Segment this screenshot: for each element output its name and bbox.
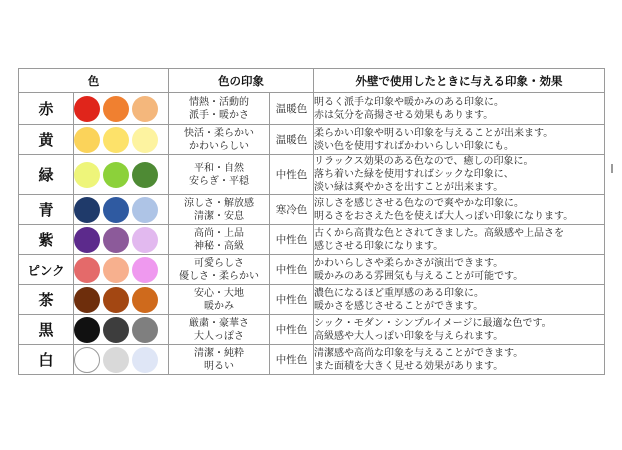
color-swatch bbox=[103, 347, 129, 373]
color-swatch bbox=[132, 317, 158, 343]
color-name: 青 bbox=[19, 195, 74, 225]
color-swatch bbox=[132, 197, 158, 223]
table-row bbox=[19, 345, 605, 375]
impression-cell bbox=[169, 155, 270, 195]
effect-line: 淡い色を使用すればかわいらしい印象にも。 bbox=[314, 140, 514, 152]
impression-line: 清潔・純粋 bbox=[194, 347, 244, 359]
effect-cell bbox=[314, 155, 605, 195]
table-row bbox=[19, 125, 605, 155]
effect-line: 暖かみのある雰囲気も与えることが可能です。 bbox=[314, 270, 524, 282]
effect-cell bbox=[314, 225, 605, 255]
swatch-group bbox=[74, 255, 169, 285]
header-color: 色 bbox=[19, 69, 169, 93]
color-swatch bbox=[74, 317, 100, 343]
color-swatch bbox=[74, 257, 100, 283]
color-swatch bbox=[74, 127, 100, 153]
swatch-group bbox=[74, 225, 169, 255]
color-name: 赤 bbox=[19, 93, 74, 125]
table-row bbox=[19, 285, 605, 315]
tone-cell: 中性色 bbox=[270, 225, 314, 255]
color-name: 白 bbox=[19, 345, 74, 375]
effect-line: 淡い緑は爽やかさを出すことが出来ます。 bbox=[314, 182, 504, 193]
color-swatch bbox=[103, 317, 129, 343]
color-name: ピンク bbox=[19, 255, 74, 285]
color-swatch bbox=[74, 287, 100, 313]
color-name: 緑 bbox=[19, 155, 74, 195]
effect-cell bbox=[314, 195, 605, 225]
color-swatch bbox=[103, 257, 129, 283]
impression-cell bbox=[169, 315, 270, 345]
impression-line: 涼しさ・解放感 bbox=[184, 197, 254, 209]
color-swatch bbox=[132, 347, 158, 373]
impression-cell bbox=[169, 125, 270, 155]
table-row bbox=[19, 93, 605, 125]
impression-line: 快活・柔らかい bbox=[184, 127, 254, 139]
effect-cell bbox=[314, 285, 605, 315]
effect-line: 明るさをおさえた色を使えば大人っぽい印象になります。 bbox=[314, 210, 574, 222]
impression-cell bbox=[169, 93, 270, 125]
swatch-group bbox=[74, 155, 169, 195]
color-swatch bbox=[103, 127, 129, 153]
impression-line: 派手・暖かさ bbox=[189, 109, 249, 121]
swatch-group bbox=[74, 285, 169, 315]
color-name: 黒 bbox=[19, 315, 74, 345]
table-row bbox=[19, 315, 605, 345]
color-swatch bbox=[132, 162, 158, 188]
color-swatch bbox=[132, 257, 158, 283]
swatch-group bbox=[74, 315, 169, 345]
swatch-group bbox=[74, 195, 169, 225]
impression-cell bbox=[169, 345, 270, 375]
impression-line: 安心・大地 bbox=[194, 287, 244, 299]
effect-cell bbox=[314, 125, 605, 155]
impression-line: 可愛らしさ bbox=[194, 257, 244, 269]
swatch-group bbox=[74, 93, 169, 125]
color-name: 紫 bbox=[19, 225, 74, 255]
impression-line: 神秘・高級 bbox=[194, 240, 244, 252]
impression-cell bbox=[169, 285, 270, 315]
effect-line: 明るく派手な印象や暖かみのある印象に。 bbox=[314, 96, 504, 108]
color-swatch bbox=[103, 96, 129, 122]
color-swatch bbox=[74, 197, 100, 223]
effect-line: かわいらしさや柔らかさが演出できます。 bbox=[314, 257, 504, 269]
impression-cell bbox=[169, 225, 270, 255]
impression-line: 大人っぽさ bbox=[194, 330, 244, 342]
effect-cell bbox=[314, 315, 605, 345]
impression-line: 清潔・安息 bbox=[194, 210, 244, 222]
effect-line: 暖かさを感じさせることができます。 bbox=[314, 300, 484, 312]
table-row bbox=[19, 225, 605, 255]
effect-line: 高級感や大人っぽい印象を与えられます。 bbox=[314, 330, 504, 342]
effect-line: リラックス効果のある色なので、癒しの印象に。 bbox=[314, 156, 534, 167]
color-swatch bbox=[74, 347, 100, 373]
color-name: 茶 bbox=[19, 285, 74, 315]
color-swatch bbox=[74, 227, 100, 253]
effect-line: 感じさせる印象になります。 bbox=[314, 240, 444, 252]
tone-cell: 温暖色 bbox=[270, 93, 314, 125]
tone-cell: 中性色 bbox=[270, 255, 314, 285]
color-swatch bbox=[74, 96, 100, 122]
tone-cell: 中性色 bbox=[270, 345, 314, 375]
effect-line: シック・モダン・シンプルイメージに最適な色です。 bbox=[314, 317, 552, 329]
color-swatch bbox=[103, 162, 129, 188]
impression-line: かわいらしい bbox=[189, 140, 249, 152]
effect-cell bbox=[314, 93, 605, 125]
color-swatch bbox=[103, 197, 129, 223]
swatch-group bbox=[74, 345, 169, 375]
impression-cell bbox=[169, 195, 270, 225]
color-swatch bbox=[132, 227, 158, 253]
effect-line: 涼しさを感じさせる色なので爽やかな印象に。 bbox=[314, 197, 524, 209]
tone-cell: 中性色 bbox=[270, 155, 314, 195]
impression-line: 暖かみ bbox=[204, 300, 234, 312]
impression-cell bbox=[169, 255, 270, 285]
impression-line: 明るい bbox=[204, 360, 234, 372]
swatch-group bbox=[74, 125, 169, 155]
effect-line: 古くから高貴な色とされてきました。高級感や上品さを bbox=[314, 227, 564, 239]
table-header-row bbox=[19, 69, 605, 93]
impression-line: 優しさ・柔らかい bbox=[179, 270, 259, 282]
color-swatch bbox=[132, 287, 158, 313]
tone-cell: 中性色 bbox=[270, 285, 314, 315]
header-effect: 外壁で使用したときに与える印象・効果 bbox=[314, 69, 605, 93]
effect-line: 落ち着いた緑を使用すればシックな印象に、 bbox=[314, 169, 514, 180]
impression-line: 高尚・上品 bbox=[194, 227, 244, 239]
effect-line: 赤は気分を高揚させる効果もあります。 bbox=[314, 109, 494, 121]
color-swatch bbox=[74, 162, 100, 188]
effect-line: 柔らかい印象や明るい印象を与えることが出来ます。 bbox=[314, 127, 554, 139]
color-swatch bbox=[132, 127, 158, 153]
color-impression-table bbox=[18, 68, 605, 375]
edge-marker bbox=[611, 164, 613, 173]
effect-line: 清潔感や高尚な印象を与えることができます。 bbox=[314, 347, 524, 359]
impression-line: 平和・自然 bbox=[194, 162, 244, 174]
color-swatch bbox=[103, 227, 129, 253]
table-row bbox=[19, 195, 605, 225]
table-row bbox=[19, 155, 605, 195]
effect-cell bbox=[314, 255, 605, 285]
effect-line: 濃色になるほど重厚感のある印象に。 bbox=[314, 287, 484, 299]
header-impression: 色の印象 bbox=[169, 69, 314, 93]
color-name: 黄 bbox=[19, 125, 74, 155]
impression-line: 安らぎ・平穏 bbox=[189, 175, 249, 187]
impression-line: 厳粛・豪華さ bbox=[189, 317, 249, 329]
impression-line: 情熱・活動的 bbox=[189, 96, 249, 108]
tone-cell: 温暖色 bbox=[270, 125, 314, 155]
table-row bbox=[19, 255, 605, 285]
tone-cell: 寒冷色 bbox=[270, 195, 314, 225]
color-swatch bbox=[103, 287, 129, 313]
color-swatch bbox=[132, 96, 158, 122]
effect-cell bbox=[314, 345, 605, 375]
effect-line: また面積を大きく見せる効果があります。 bbox=[314, 360, 504, 372]
tone-cell: 中性色 bbox=[270, 315, 314, 345]
